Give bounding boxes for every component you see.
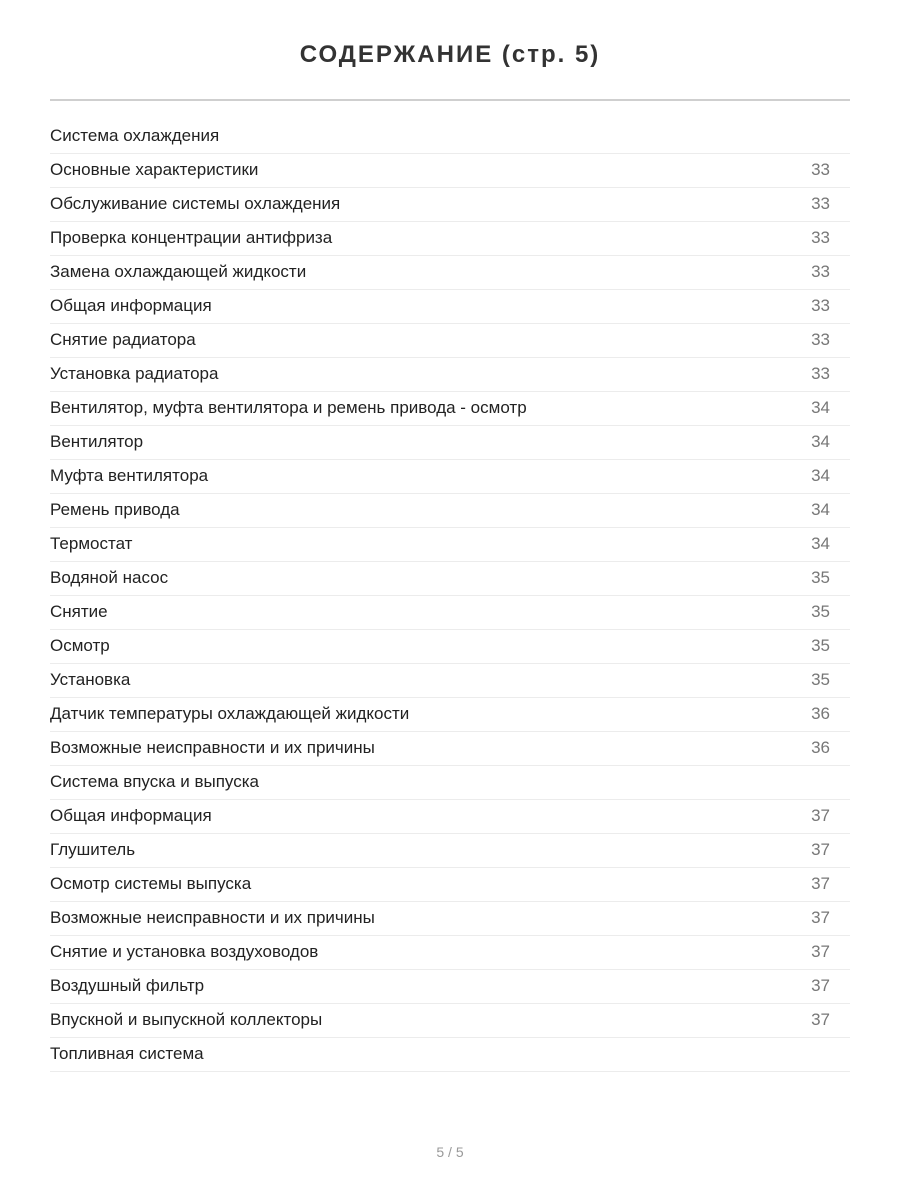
toc-entry-label: Снятие и установка воздуховодов [50, 942, 319, 961]
toc-entry-label: Топливная система [50, 1044, 204, 1063]
toc-entry-page-number: 35 [811, 602, 830, 621]
toc-entry-page-number: 33 [811, 364, 830, 383]
toc-entry[interactable] [50, 290, 850, 324]
toc-entry-page-number: 34 [811, 534, 830, 553]
toc-entry[interactable] [50, 324, 850, 358]
toc-entry-label: Возможные неисправности и их причины [50, 738, 375, 757]
page-title: СОДЕРЖАНИЕ (стр. 5) [299, 41, 601, 68]
toc-entry-page-number: 36 [811, 738, 830, 757]
toc-entry-label: Установка [50, 670, 131, 689]
toc-entry-page-number: 37 [811, 1010, 830, 1029]
toc-entry-label: Проверка концентрации антифриза [50, 228, 333, 247]
toc-entry[interactable] [50, 188, 850, 222]
toc-entry[interactable] [50, 256, 850, 290]
toc-entry-label: Воздушный фильтр [50, 976, 205, 995]
toc-entry-label: Ремень привода [50, 500, 180, 519]
toc-section-heading[interactable] [50, 120, 850, 154]
toc-entry[interactable] [50, 868, 850, 902]
toc-entry[interactable] [50, 426, 850, 460]
toc-entry[interactable] [50, 222, 850, 256]
toc-entry-label: Вентилятор [50, 432, 144, 451]
page-number: 5 / 5 [436, 1144, 464, 1160]
toc-entry-page-number: 33 [811, 160, 830, 179]
toc-entry-label: Водяной насос [50, 568, 169, 587]
toc-entry-page-number: 34 [811, 398, 830, 417]
toc-entry[interactable] [50, 358, 850, 392]
toc-entry[interactable] [50, 970, 850, 1004]
toc-entry-page-number: 37 [811, 874, 830, 893]
toc-entry-label: Замена охлаждающей жидкости [50, 262, 307, 281]
toc-entry-page-number: 33 [811, 262, 830, 281]
toc-entry[interactable] [50, 800, 850, 834]
toc-entry-label: Осмотр системы выпуска [50, 874, 252, 893]
toc-entry-page-number: 33 [811, 194, 830, 213]
toc-entry[interactable] [50, 562, 850, 596]
toc-section-heading[interactable] [50, 766, 850, 800]
toc-entry[interactable] [50, 596, 850, 630]
toc-entry-page-number: 33 [811, 296, 830, 315]
toc-entry-label: Датчик температуры охлаждающей жидкости [50, 704, 410, 723]
toc-entry-page-number: 34 [811, 466, 830, 485]
toc-entry[interactable] [50, 902, 850, 936]
title-divider [50, 99, 850, 101]
toc-entry[interactable] [50, 630, 850, 664]
toc-entry-page-number: 37 [811, 942, 830, 961]
toc-entry-page-number: 37 [811, 976, 830, 995]
toc-entry[interactable] [50, 528, 850, 562]
toc-entry-label: Снятие [50, 602, 108, 621]
toc-section-heading[interactable] [50, 1038, 850, 1072]
toc-entry-label: Снятие радиатора [50, 330, 196, 349]
toc-entry[interactable] [50, 936, 850, 970]
toc-entry-page-number: 34 [811, 500, 830, 519]
toc-entry[interactable] [50, 392, 850, 426]
toc-entry[interactable] [50, 698, 850, 732]
toc-entry-label: Установка радиатора [50, 364, 219, 383]
toc-entry-label: Система впуска и выпуска [50, 772, 259, 791]
toc-entry-label: Осмотр [50, 636, 110, 655]
toc-entry[interactable] [50, 1004, 850, 1038]
toc-entry-page-number: 34 [811, 432, 830, 451]
toc-entry-page-number: 35 [811, 670, 830, 689]
toc-entry-label: Обслуживание системы охлаждения [50, 194, 341, 213]
toc-entry[interactable] [50, 494, 850, 528]
toc-entry[interactable] [50, 834, 850, 868]
toc-entry-label: Термостат [50, 534, 133, 553]
toc-entry-page-number: 35 [811, 568, 830, 587]
toc-entry-label: Возможные неисправности и их причины [50, 908, 375, 927]
table-of-contents [50, 120, 850, 1072]
toc-entry-page-number: 37 [811, 806, 830, 825]
toc-entry-label: Впускной и выпускной коллекторы [50, 1010, 323, 1029]
toc-entry-page-number: 36 [811, 704, 830, 723]
toc-entry[interactable] [50, 154, 850, 188]
toc-entry-label: Глушитель [50, 840, 136, 859]
toc-entry[interactable] [50, 460, 850, 494]
toc-entry-page-number: 37 [811, 908, 830, 927]
toc-entry-label: Основные характеристики [50, 160, 259, 179]
toc-entry-page-number: 33 [811, 228, 830, 247]
toc-entry-page-number: 33 [811, 330, 830, 349]
toc-entry[interactable] [50, 732, 850, 766]
toc-entry-label: Общая информация [50, 806, 212, 825]
toc-entry-page-number: 37 [811, 840, 830, 859]
toc-entry-label: Общая информация [50, 296, 212, 315]
toc-entry[interactable] [50, 664, 850, 698]
toc-entry-page-number: 35 [811, 636, 830, 655]
toc-entry-label: Муфта вентилятора [50, 466, 209, 485]
toc-entry-label: Система охлаждения [50, 126, 220, 145]
toc-entry-label: Вентилятор, муфта вентилятора и ремень привода - осмотр [50, 398, 527, 417]
